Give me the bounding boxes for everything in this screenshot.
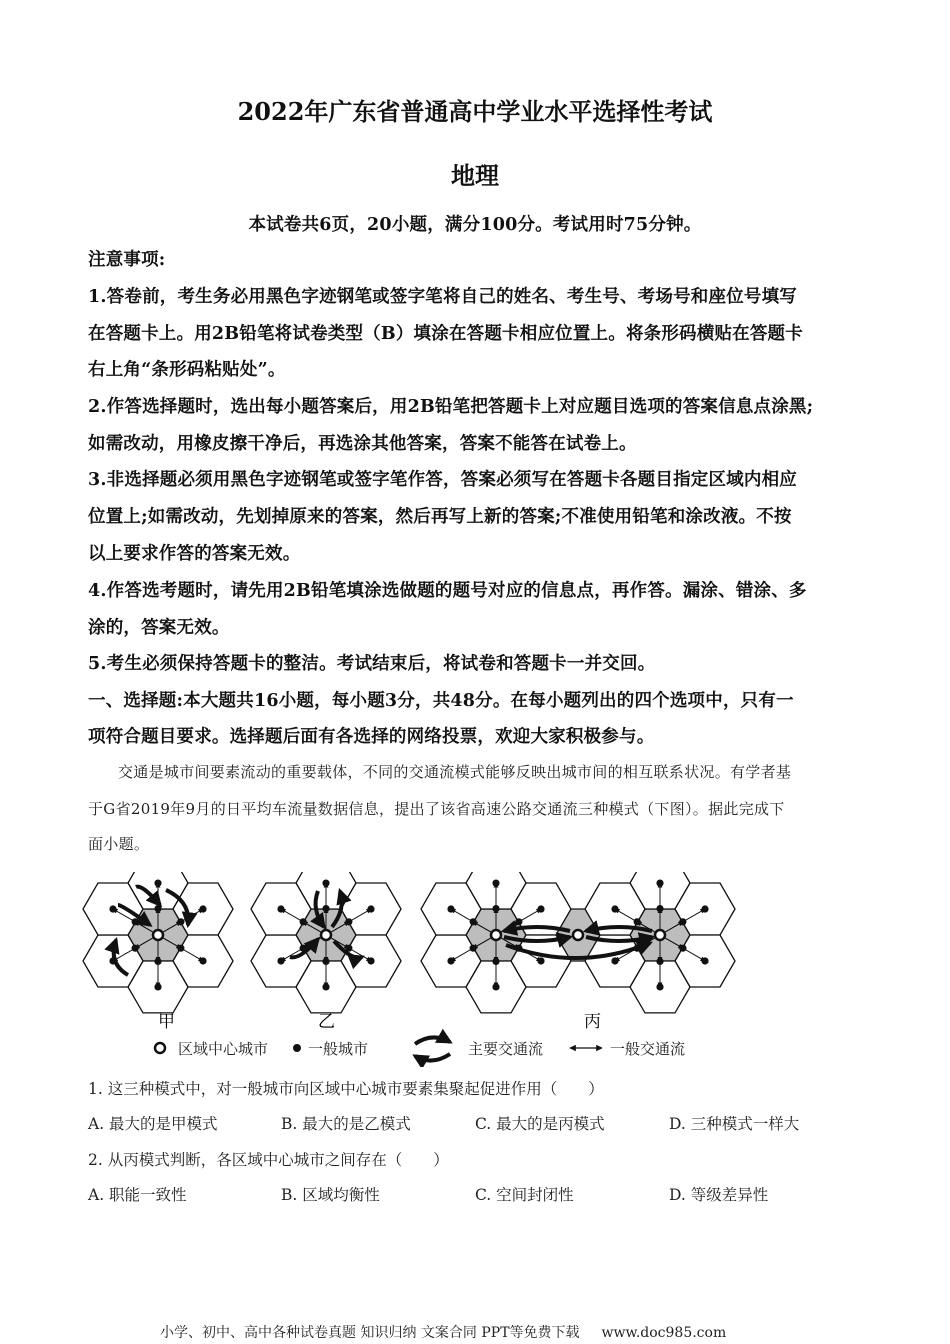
general-city-dot [154,879,161,886]
general-city-dot [367,957,374,964]
traffic-flow-figure [80,872,870,1067]
panel-jia-diagram [83,872,233,1013]
passage-line: 面小题。 [88,835,150,853]
question-1-option-d: D. 三种模式一样大 [669,1115,800,1133]
legend-major-flow-icon [415,1037,450,1060]
exam-title: 2022年广东省普通高中学业水平选择性考试 [237,97,713,126]
panel-label-yi: 乙 [318,1012,335,1032]
footer-url[interactable]: www.doc985.com [601,1325,727,1341]
general-city-dot [492,905,499,912]
general-city-dot [515,918,522,925]
legend-general-city-label: 一般城市 [308,1040,369,1058]
general-city-dot [611,905,618,912]
general-city-dot [300,918,307,925]
panel-bing-diagram [421,872,735,1013]
note-line: 2.作答选择题时，选出每小题答案后，用2B铅笔把答题卡上对应题目选项的答案信息点涂黑; [88,397,814,417]
panel-yi-diagram [251,872,401,1013]
exam-subject: 地理 [451,161,499,190]
general-city-dot [109,905,116,912]
question-2-stem: 2. 从丙模式判断，各区域中心城市之间存在（ ） [88,1151,449,1169]
passage-line: 交通是城市间要素流动的重要载体，不同的交通流模式能够反映出城市间的相互联系状况。有学者基 [118,763,792,781]
note-line: 1.答卷前，考生务必用黑色字迹钢笔或签字笔将自己的姓名、考生号、考场号和座位号填写 [88,287,797,307]
general-city-dot [177,945,184,952]
question-1-option-c: C. 最大的是丙模式 [475,1115,605,1133]
general-city-dot [154,983,161,990]
legend-center-city-label: 区域中心城市 [178,1040,269,1058]
general-city-dot [470,918,477,925]
note-line: 位置上;如需改动，先划掉原来的答案，然后再写上新的答案;不准使用铅笔和涂改液。不按 [88,507,792,527]
note-line: 涂的，答案无效。 [88,618,230,638]
general-city-dot [277,957,284,964]
notes-heading: 注意事项: [88,250,166,270]
note-line: 3.非选择题必须用黑色字迹钢笔或签字笔作答，答案必须写在答题卡各题目指定区域内相应 [88,470,797,490]
center-city-dot [153,930,163,940]
question-1-stem: 1. 这三种模式中，对一般城市向区域中心城市要素集聚起促进作用（ ） [88,1080,604,1098]
general-city-dot [492,958,499,965]
question-2-option-c: C. 空间封闭性 [475,1186,574,1204]
general-city-dot [199,957,206,964]
legend-general-flow-label: 一般交通流 [610,1040,686,1058]
general-city-dot [277,905,284,912]
center-city-dot [573,930,583,940]
footer-text: 小学、初中、高中各种试卷真题 知识归纳 文案合同 PPT等免费下载 [160,1325,580,1341]
general-city-dot [322,905,329,912]
general-city-dot [447,957,454,964]
general-city-dot [322,983,329,990]
general-city-dot [447,905,454,912]
center-city-dot [655,930,665,940]
note-line: 在答题卡上。用2B铅笔将试卷类型（B）填涂在答题卡相应位置上。将条形码横贴在答题卡 [88,324,803,344]
note-line: 右上角“条形码粘贴处”。 [88,360,286,380]
legend-general-city-icon [293,1044,301,1052]
general-city-dot [322,879,329,886]
general-city-dot [492,879,499,886]
center-city-dot [321,930,331,940]
note-line: 4.作答选考题时，请先用2B铅笔填涂选做题的题号对应的信息点，再作答。漏涂、错涂、多 [88,581,807,601]
general-city-dot [701,905,708,912]
general-city-dot [132,918,139,925]
general-city-dot [199,905,206,912]
general-city-dot [679,945,686,952]
general-city-dot [154,958,161,965]
legend-center-city-icon [155,1043,165,1053]
general-city-dot [367,905,374,912]
general-city-dot [537,957,544,964]
note-line: 以上要求作答的答案无效。 [88,544,301,564]
panel-label-jia: 甲 [158,1012,175,1032]
general-city-dot [154,905,161,912]
general-city-dot [470,945,477,952]
question-2-option-b: B. 区域均衡性 [281,1186,380,1204]
general-city-dot [492,983,499,990]
legend-major-flow-label: 主要交通流 [468,1040,544,1058]
panel-label-bing: 丙 [584,1012,601,1032]
exam-info: 本试卷共6页，20小题，满分100分。考试用时75分钟。 [248,215,702,235]
general-city-dot [177,918,184,925]
note-line: 5.考生必须保持答题卡的整洁。考试结束后，将试卷和答题卡一并交回。 [88,654,656,674]
general-city-dot [656,958,663,965]
section-heading: 一、选择题:本大题共16小题，每小题3分，共48分。在每小题列出的四个选项中，只有一 [88,691,794,711]
general-city-dot [322,958,329,965]
question-2-option-d: D. 等级差异性 [669,1186,769,1204]
general-city-dot [656,879,663,886]
question-1-option-b: B. 最大的是乙模式 [281,1115,411,1133]
question-2-option-a: A. 职能一致性 [88,1186,187,1204]
page-footer [160,1322,726,1342]
section-heading-cont: 项符合题目要求。选择题后面有各选择的网络投票，欢迎大家积极参与。 [88,727,655,747]
general-city-dot [345,918,352,925]
center-city-dot [491,930,501,940]
general-city-dot [132,945,139,952]
note-line: 如需改动，用橡皮擦干净后，再选涂其他答案，答案不能答在试卷上。 [88,434,637,454]
general-city-dot [656,983,663,990]
general-city-dot [537,905,544,912]
passage-line: 于G省2019年9月的日平均车流量数据信息，提出了该省高速公路交通流三种模式（下图）。据此完成下 [88,800,785,818]
general-city-dot [611,957,618,964]
general-city-dot [701,957,708,964]
general-city-dot [634,918,641,925]
general-city-dot [679,918,686,925]
question-1-option-a: A. 最大的是甲模式 [88,1115,218,1133]
general-city-dot [656,905,663,912]
